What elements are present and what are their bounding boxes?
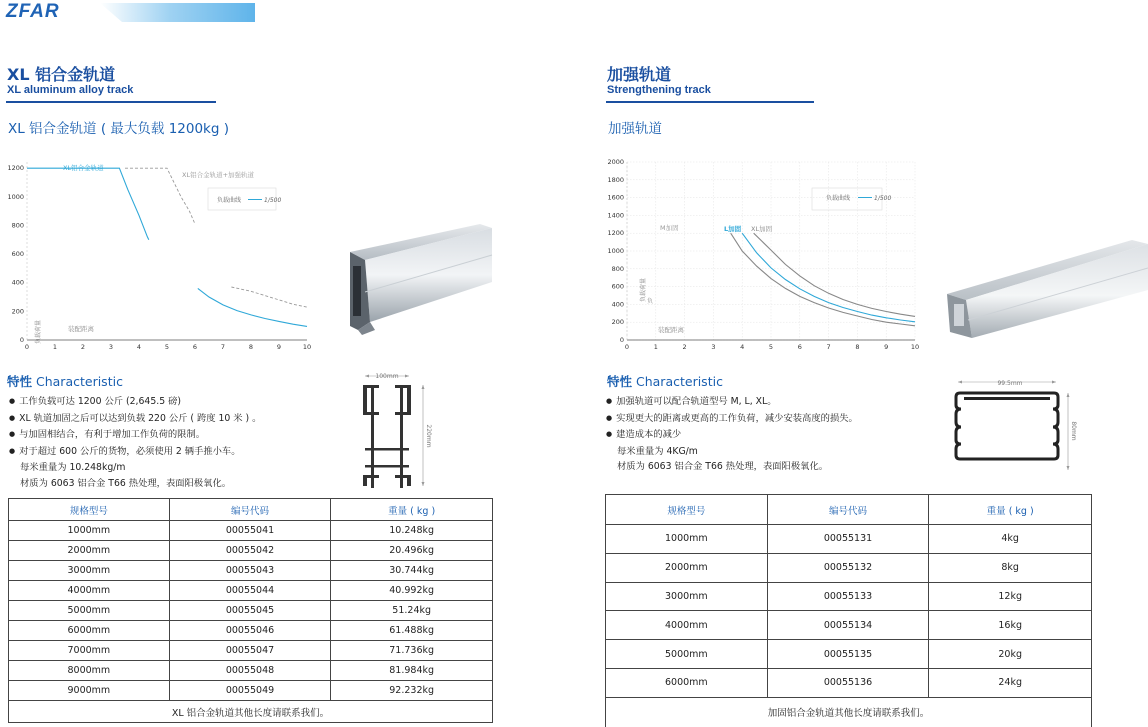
table-cell: 20.496kg bbox=[331, 541, 493, 561]
table-row bbox=[606, 582, 1092, 611]
table-cell: 00055049 bbox=[169, 681, 331, 701]
right-legend-label: 负载曲线 bbox=[826, 195, 851, 202]
right-subtitle: 加强轨道 bbox=[608, 121, 662, 137]
right-legend-value: 1/500 bbox=[874, 195, 892, 202]
chart-x-tick-label: 3 bbox=[711, 343, 716, 351]
table-cell: 61.488kg bbox=[331, 621, 493, 641]
left-spec-table bbox=[8, 498, 493, 723]
table-row bbox=[606, 611, 1092, 640]
chart-y-tick-label: 200 bbox=[611, 318, 624, 327]
table-cell: 40.992kg bbox=[331, 581, 493, 601]
chart-x-tick-label: 8 bbox=[248, 343, 254, 351]
chart-x-tick-label: 7 bbox=[220, 343, 226, 351]
table-cell: 8kg bbox=[929, 553, 1092, 582]
table-header-cell: 规格型号 bbox=[9, 499, 170, 521]
table-cell: 92.232kg bbox=[331, 681, 493, 701]
chart-x-tick-label: 10 bbox=[302, 343, 312, 351]
right-feature-item: ● 建造成本的减少 bbox=[606, 427, 858, 444]
table-row bbox=[9, 601, 493, 621]
chart-x-tick-label: 4 bbox=[136, 343, 142, 351]
chart-x-tick-label: 5 bbox=[164, 343, 170, 351]
chart-y-tick-label: 400 bbox=[611, 300, 624, 309]
table-cell: 8000mm bbox=[9, 661, 170, 681]
left-table-footer: XL 铝合金轨道其他长度请联系我们。 bbox=[9, 701, 493, 723]
chart-x-tick-label: 4 bbox=[740, 343, 745, 351]
table-row bbox=[606, 553, 1092, 582]
table-cell: 7000mm bbox=[9, 641, 170, 661]
chart-x-tick-label: 6 bbox=[192, 343, 198, 351]
chart-x-tick-label: 2 bbox=[682, 343, 687, 351]
table-cell: 10.248kg bbox=[331, 521, 493, 541]
right-annotation-m: M加固 bbox=[660, 224, 679, 232]
left-title-en: XL aluminum alloy track bbox=[7, 84, 134, 96]
left-char-title-en: Characteristic bbox=[36, 374, 123, 389]
right-annotation-l: L加固 bbox=[724, 225, 742, 233]
right-annotation-xl: XL加固 bbox=[751, 225, 773, 233]
table-header-cell: 重量 ( kg ) bbox=[331, 499, 493, 521]
chart-y-tick-label: 1200 bbox=[607, 229, 624, 238]
table-row bbox=[9, 681, 493, 701]
right-feature-item: ● 实现更大的距离或更高的工作负荷，减少安装高度的损失。 bbox=[606, 411, 858, 428]
left-characteristic-title bbox=[7, 372, 123, 390]
left-table-body bbox=[9, 521, 493, 701]
strengthening-track-product-image bbox=[942, 232, 1148, 340]
chart-x-tick-label: 6 bbox=[797, 343, 802, 351]
table-cell: 00055044 bbox=[169, 581, 331, 601]
right-chart-xlabel: 装配距离 bbox=[658, 326, 684, 334]
table-cell: 4kg bbox=[929, 525, 1092, 554]
chart-x-tick-label: 9 bbox=[276, 343, 282, 351]
table-header-row bbox=[9, 499, 493, 521]
right-chart-ylabel: 负载荷量 bbox=[640, 277, 647, 303]
chart-series-line bbox=[27, 168, 149, 240]
table-cell: 81.984kg bbox=[331, 661, 493, 681]
right-chart-series bbox=[731, 233, 915, 326]
right-chart-annotation-neg: 负 bbox=[647, 298, 654, 305]
chart-y-tick-label: 1000 bbox=[607, 247, 624, 255]
strengthening-track-profile-drawing bbox=[950, 375, 1080, 475]
left-dim-width: 100mm bbox=[375, 373, 399, 380]
table-cell: 00055136 bbox=[767, 668, 929, 697]
table-cell: 00055041 bbox=[169, 521, 331, 541]
chart-y-tick-label: 800 bbox=[611, 264, 624, 273]
left-series-label-xl-plus: XL铝合金轨道+加强轨道 bbox=[182, 171, 255, 179]
right-load-chart bbox=[600, 150, 925, 355]
chart-y-tick-label: 600 bbox=[11, 250, 24, 259]
left-note-item: 每米重量为 10.248kg/m bbox=[20, 462, 126, 473]
left-feature-item: ● XL 轨道加固之后可以达到负载 220 公斤 ( 跨度 10 米 ) 。 bbox=[9, 411, 261, 428]
right-title-rule bbox=[606, 101, 814, 103]
left-feature-item: ● 工作负载可达 1200 公斤 (2,645.5 磅) bbox=[9, 394, 261, 411]
table-row bbox=[9, 561, 493, 581]
chart-x-tick-label: 5 bbox=[768, 343, 774, 351]
chart-series-line bbox=[231, 287, 307, 307]
chart-y-tick-label: 0 bbox=[619, 336, 624, 344]
right-title-cn: 加强轨道 bbox=[607, 65, 672, 84]
table-footer-row bbox=[9, 701, 493, 723]
xl-track-profile-drawing bbox=[355, 370, 435, 490]
table-cell: 6000mm bbox=[9, 621, 170, 641]
chart-x-tick-label: 1 bbox=[52, 343, 58, 351]
right-feature-item: ● 加强轨道可以配合轨道型号 M, L, XL。 bbox=[606, 394, 858, 411]
left-note-item: 材质为 6063 铝合金 T66 热处理，表面阳极氧化。 bbox=[20, 477, 232, 489]
chart-y-tick-label: 0 bbox=[19, 336, 24, 344]
table-row bbox=[606, 668, 1092, 697]
table-cell: 3000mm bbox=[9, 561, 170, 581]
chart-y-tick-label: 1200 bbox=[7, 164, 24, 173]
left-title-cn: XL 铝合金轨道 bbox=[7, 65, 116, 84]
chart-y-tick-label: 1600 bbox=[607, 193, 624, 202]
table-cell: 00055134 bbox=[767, 611, 929, 640]
table-header-row bbox=[606, 495, 1092, 525]
right-note-item: 材质为 6063 铝合金 T66 热处理，表面阳极氧化。 bbox=[617, 461, 829, 472]
right-dim-width: 99.5mm bbox=[997, 380, 1023, 387]
table-cell: 00055132 bbox=[767, 553, 929, 582]
chart-x-tick-label: 1 bbox=[653, 343, 658, 351]
table-row bbox=[9, 661, 493, 681]
chart-y-tick-label: 1000 bbox=[7, 192, 24, 201]
right-feature-list bbox=[606, 394, 858, 475]
table-cell: 2000mm bbox=[9, 541, 170, 561]
left-chart-axes bbox=[7, 161, 311, 351]
table-cell: 00055042 bbox=[169, 541, 331, 561]
table-cell: 4000mm bbox=[606, 611, 768, 640]
table-cell: 3000mm bbox=[606, 582, 768, 611]
table-cell: 00055048 bbox=[169, 661, 331, 681]
chart-x-tick-label: 9 bbox=[884, 343, 889, 351]
left-series-label-xl: XL铝合金轨道 bbox=[63, 164, 104, 172]
table-cell: 1000mm bbox=[9, 521, 170, 541]
table-row bbox=[9, 581, 493, 601]
chart-y-tick-label: 1400 bbox=[607, 211, 624, 220]
chart-x-tick-label: 10 bbox=[910, 343, 920, 351]
chart-y-tick-label: 200 bbox=[11, 307, 24, 316]
left-load-chart bbox=[0, 150, 330, 355]
chart-series-line bbox=[754, 233, 915, 316]
left-legend-value: 1/500 bbox=[264, 197, 282, 204]
table-row bbox=[9, 641, 493, 661]
left-char-title-cn: 特性 bbox=[7, 374, 33, 389]
table-cell: 00055131 bbox=[767, 525, 929, 554]
table-footer-row bbox=[606, 697, 1092, 727]
right-char-title-cn: 特性 bbox=[607, 374, 633, 389]
right-spec-table bbox=[605, 494, 1092, 727]
table-header-cell: 规格型号 bbox=[606, 495, 768, 525]
table-cell: 30.744kg bbox=[331, 561, 493, 581]
right-dim-height: 80mm bbox=[1070, 421, 1077, 441]
xl-track-product-image bbox=[340, 222, 495, 337]
table-cell: 12kg bbox=[929, 582, 1092, 611]
left-subtitle: XL 铝合金轨道 ( 最大负载 1200kg ) bbox=[8, 121, 230, 137]
brand-logo: ZFAR bbox=[6, 1, 60, 22]
table-cell: 1000mm bbox=[606, 525, 768, 554]
table-cell: 00055133 bbox=[767, 582, 929, 611]
right-char-title-en: Characteristic bbox=[636, 374, 723, 389]
table-row bbox=[9, 541, 493, 561]
chart-x-tick-label: 0 bbox=[24, 343, 30, 351]
table-row bbox=[606, 640, 1092, 669]
right-chart-grid bbox=[627, 162, 915, 340]
table-row bbox=[9, 521, 493, 541]
chart-x-tick-label: 8 bbox=[855, 343, 860, 351]
table-cell: 2000mm bbox=[606, 553, 768, 582]
table-cell: 20kg bbox=[929, 640, 1092, 669]
table-cell: 00055046 bbox=[169, 621, 331, 641]
chart-x-tick-label: 2 bbox=[80, 343, 86, 351]
table-cell: 24kg bbox=[929, 668, 1092, 697]
chart-series-line bbox=[198, 288, 307, 326]
left-feature-item: ● 与加固相结合，有利于增加工作负荷的限制。 bbox=[9, 427, 261, 444]
left-chart-series bbox=[27, 168, 307, 326]
table-cell: 6000mm bbox=[606, 668, 768, 697]
table-header-cell: 编号代码 bbox=[767, 495, 929, 525]
table-row bbox=[9, 621, 493, 641]
right-characteristic-title bbox=[607, 372, 723, 390]
left-legend-label: 负载曲线 bbox=[217, 197, 242, 204]
chart-x-tick-label: 0 bbox=[624, 343, 630, 351]
table-header-cell: 编号代码 bbox=[169, 499, 331, 521]
right-table-footer: 加固铝合金轨道其他长度请联系我们。 bbox=[606, 697, 1092, 727]
table-row bbox=[606, 525, 1092, 554]
left-feature-item: ● 对于超过 600 公斤的货物，必须使用 2 辆手推小车。 bbox=[9, 444, 261, 461]
table-cell: 5000mm bbox=[9, 601, 170, 621]
chart-y-tick-label: 2000 bbox=[607, 158, 624, 166]
left-chart-xlabel: 装配距离 bbox=[68, 325, 94, 333]
chart-y-tick-label: 1800 bbox=[607, 175, 624, 184]
table-cell: 16kg bbox=[929, 611, 1092, 640]
table-cell: 4000mm bbox=[9, 581, 170, 601]
right-title-en: Strengthening track bbox=[607, 84, 711, 96]
left-feature-list bbox=[9, 394, 261, 491]
left-dim-height: 220mm bbox=[425, 424, 432, 448]
table-cell: 51.24kg bbox=[331, 601, 493, 621]
right-note-item: 每米重量为 4KG/m bbox=[617, 445, 698, 457]
chart-y-tick-label: 400 bbox=[11, 278, 24, 287]
table-cell: 5000mm bbox=[606, 640, 768, 669]
table-cell: 71.736kg bbox=[331, 641, 493, 661]
table-header-cell: 重量 ( kg ) bbox=[929, 495, 1092, 525]
chart-x-tick-label: 7 bbox=[826, 343, 831, 351]
chart-y-tick-label: 600 bbox=[611, 282, 624, 291]
right-table-body bbox=[606, 525, 1092, 698]
table-cell: 9000mm bbox=[9, 681, 170, 701]
table-cell: 00055045 bbox=[169, 601, 331, 621]
chart-y-tick-label: 800 bbox=[11, 221, 24, 230]
table-cell: 00055043 bbox=[169, 561, 331, 581]
table-cell: 00055135 bbox=[767, 640, 929, 669]
table-cell: 00055047 bbox=[169, 641, 331, 661]
chart-x-tick-label: 3 bbox=[108, 343, 114, 351]
left-chart-ylabel: 负载荷量 bbox=[35, 319, 42, 345]
left-title-rule bbox=[6, 101, 216, 103]
